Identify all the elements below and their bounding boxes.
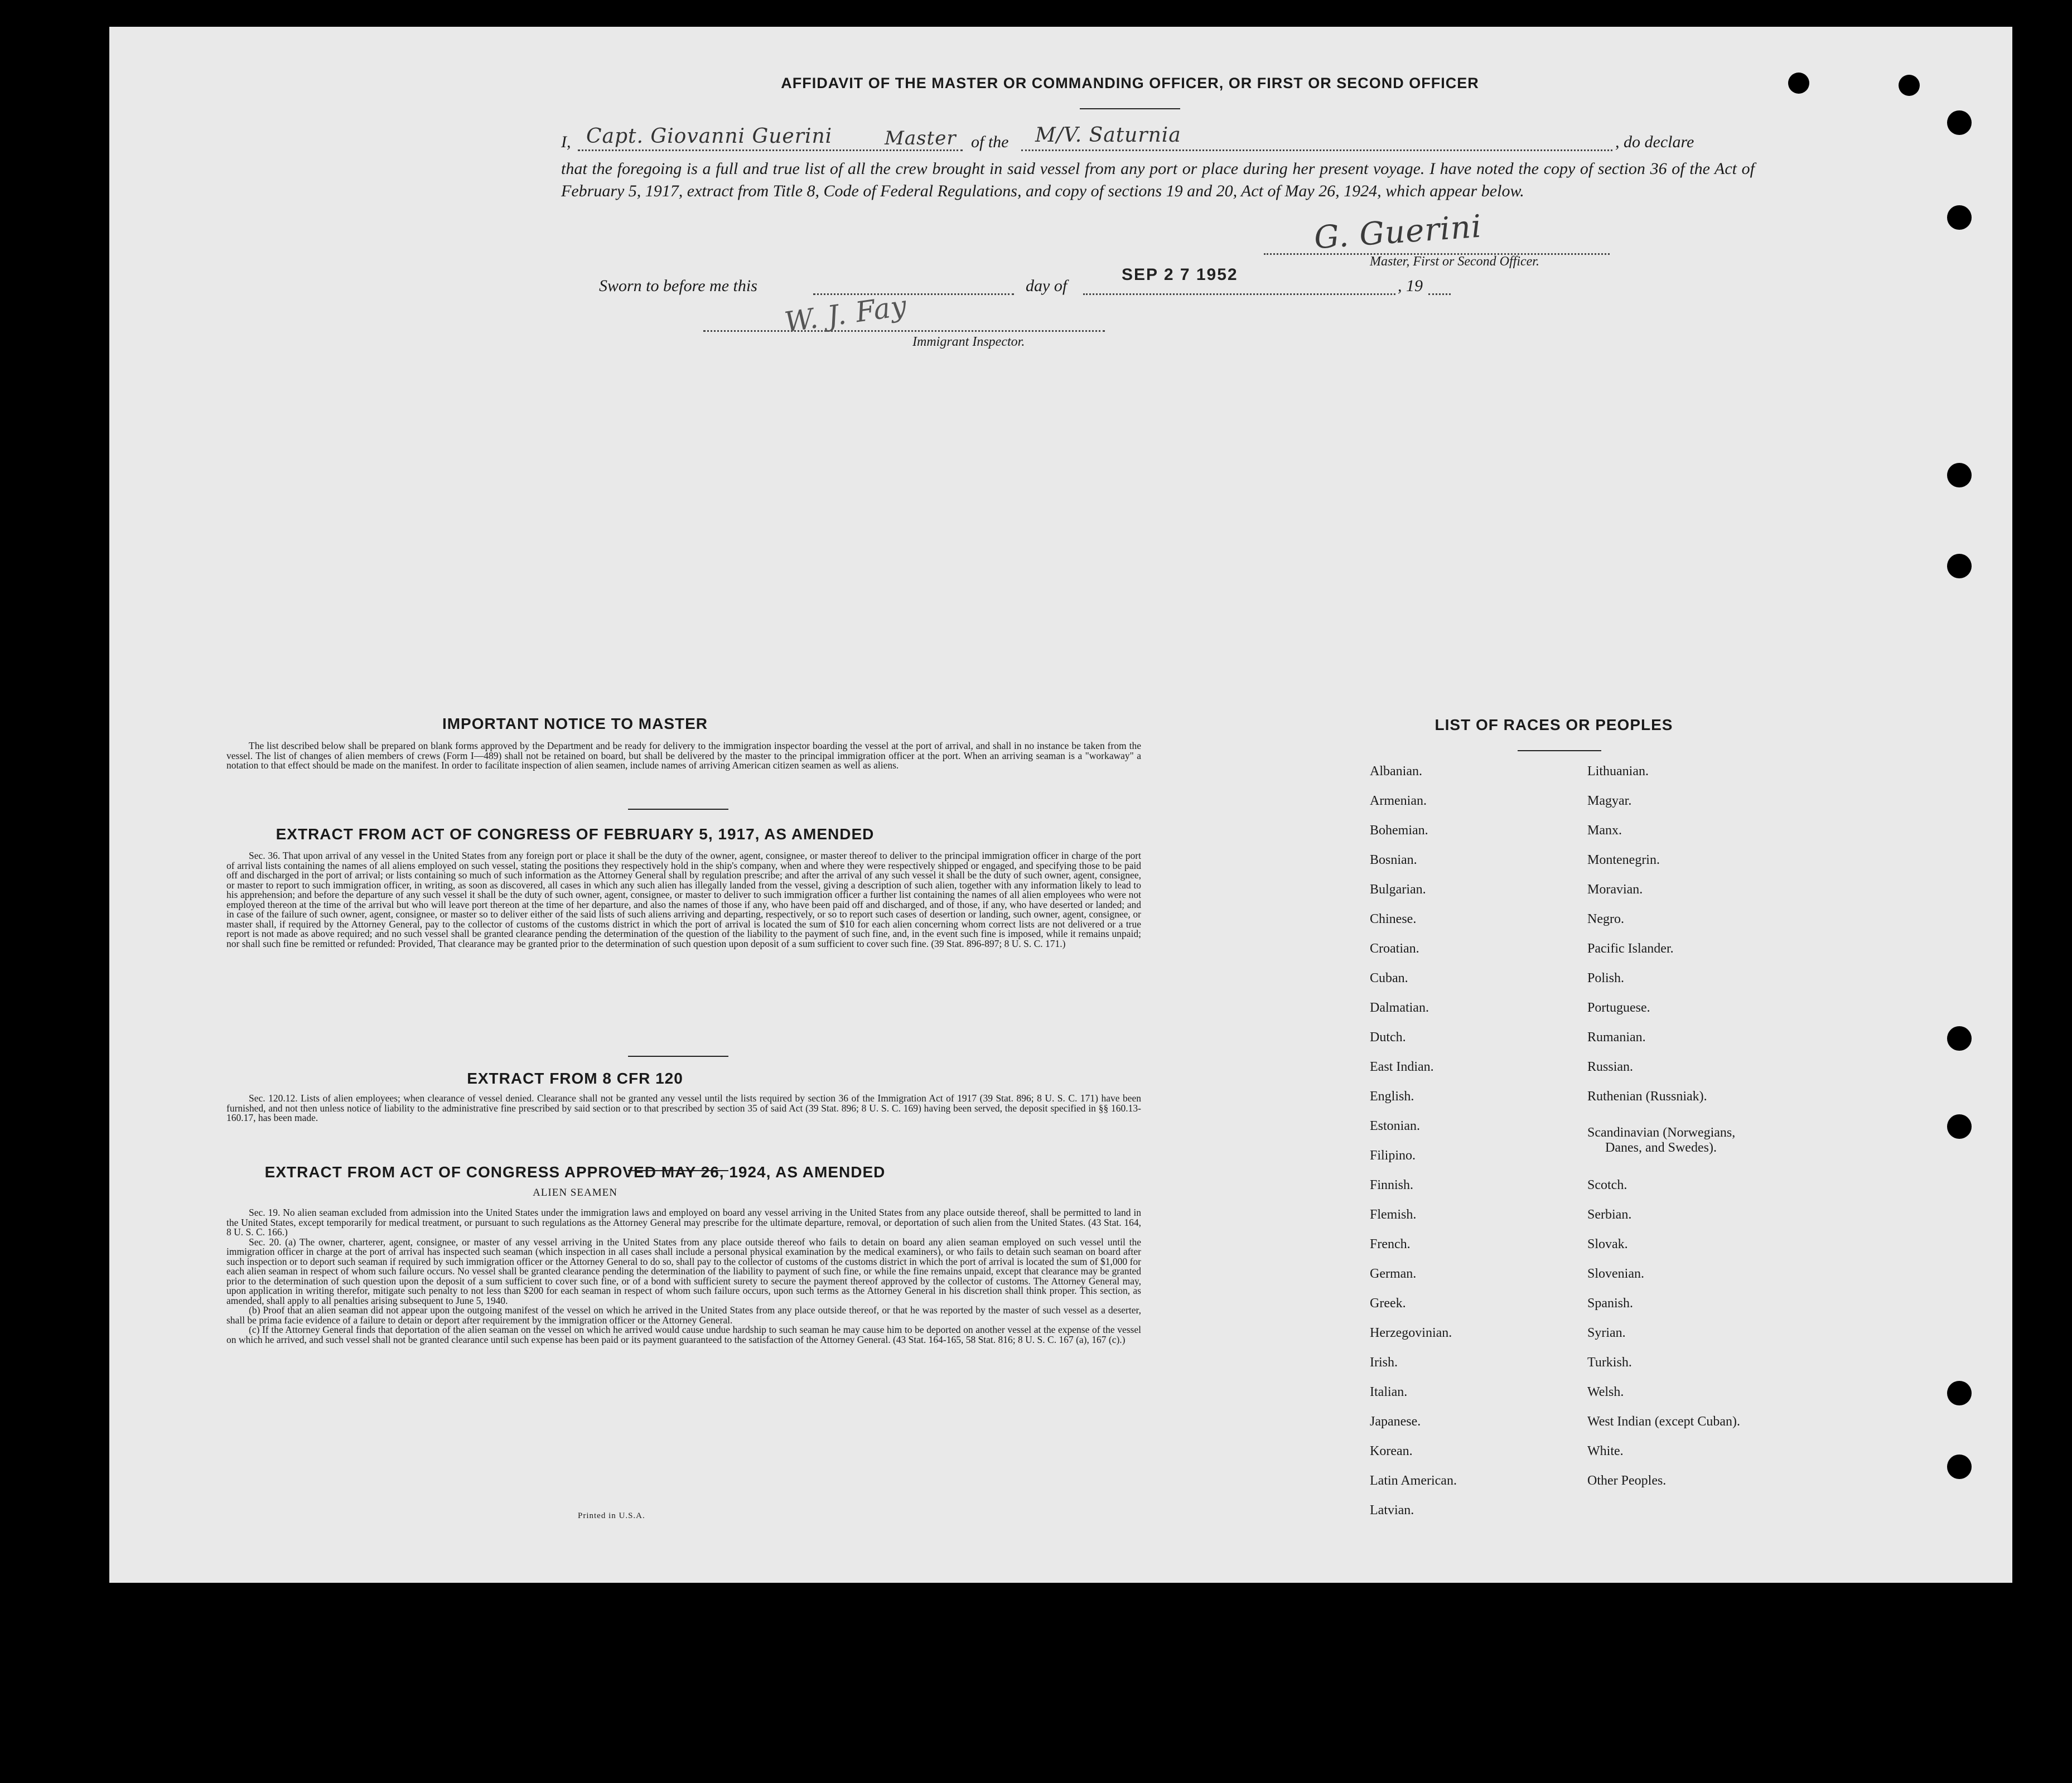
race-item: White.	[1587, 1444, 1624, 1458]
race-item: Spanish.	[1587, 1296, 1634, 1311]
printed-in-usa: Printed in U.S.A.	[578, 1511, 645, 1520]
date-stamp: SEP 2 7 1952	[1122, 265, 1238, 284]
of-the-label: of the	[971, 133, 1009, 151]
race-item: Danes, and Swedes).	[1605, 1141, 1717, 1155]
handwritten-name: Capt. Giovanni Guerini	[586, 125, 833, 148]
year-line	[1428, 293, 1451, 295]
race-item: Albanian.	[1370, 764, 1422, 779]
races-left-column	[1370, 764, 1571, 1545]
race-item: German.	[1370, 1267, 1417, 1281]
race-item: Bulgarian.	[1370, 882, 1426, 897]
master-signature: G. Guerini	[1313, 208, 1483, 257]
race-item: Welsh.	[1587, 1385, 1624, 1399]
race-item: Greek.	[1370, 1296, 1406, 1311]
sworn-label: Sworn to before me this	[599, 277, 757, 295]
race-item: Serbian.	[1587, 1207, 1632, 1222]
race-item: English.	[1370, 1089, 1414, 1104]
extract-1924-text	[226, 1208, 1141, 1345]
race-item: Negro.	[1587, 912, 1624, 926]
extract-1917-title: EXTRACT FROM ACT OF CONGRESS OF FEBRUARY 5, 1917, AS AMENDED	[276, 825, 875, 843]
race-item: Slovak.	[1587, 1237, 1628, 1252]
punch-hole	[1788, 73, 1809, 94]
affidavit-title: AFFIDAVIT OF THE MASTER OR COMMANDING OFFICER, OR FIRST OR SECOND OFFICER	[781, 75, 1479, 91]
race-item: Latvian.	[1370, 1503, 1414, 1518]
race-item: Armenian.	[1370, 794, 1427, 808]
race-item: West Indian (except Cuban).	[1587, 1414, 1740, 1429]
race-item: Dalmatian.	[1370, 1001, 1429, 1015]
race-item: French.	[1370, 1237, 1411, 1252]
race-item: Russian.	[1587, 1060, 1634, 1074]
race-item: Moravian.	[1587, 882, 1643, 897]
master-caption: Master, First or Second Officer.	[1370, 254, 1539, 269]
section-rule	[628, 1056, 728, 1057]
document-page	[109, 27, 2012, 1583]
section-120-12-paragraph: Sec. 120.12. Lists of alien employees; when clearance of vessel denied. Clearance shall not be granted any vessel until the lists required by section 36 of the Immigration Act of 1917 (39 Stat. 896; 8 U. S. C. 171) have been furnished, and not then unless notice of liability to the administrative fine prescribed by said section or to that prescribed by section 35 of said Act (39 Stat. 896; 8 U. S. C. 169) having been served, the deposit specified in §§ 160.13-160.17, has been made.	[226, 1093, 1141, 1123]
year-prefix: , 19	[1398, 277, 1423, 295]
vessel-line	[1021, 149, 1612, 151]
section-20a-paragraph: Sec. 20. (a) The owner, charterer, agent, consignee, or master of any vessel arriving in the United States from any place outside thereof who fails to detain on board any alien seaman employed on such vessel until the immigration officer in charge at the port of arrival has inspected such seaman (which inspection in all cases shall include a personal physical examination by the medical examiners), or who fails to detain such seaman on board after such inspection or to deport such seaman if required by such immigration officer or the Attorney General to do so, shall pay to the collector of customs of the customs district in which the port of arrival is located the sum of $1,000 for each alien seaman in respect of whom such failure occurs. No vessel shall be granted clearance pending the determination of the liability to payment of such fine, or while the fine remains unpaid, except that clearance may be granted prior to the determination of such question upon the deposit of a sum sufficient to cover such fine, or of a bond with sufficient surety to secure the payment thereof approved by the collector of customs. The Attorney General may, upon application in writing therefor, mitigate such penalty to not less than $200 for each seaman in respect of whom such failure occurs, upon such terms as the Attorney General in his discretion shall think proper. This section, as amended, shall apply to all penalties arising subsequent to June 5, 1940.	[226, 1236, 1141, 1306]
declaration-line	[561, 124, 1755, 156]
race-item: Scandinavian (Norwegians,	[1587, 1125, 1736, 1140]
race-item: Magyar.	[1587, 794, 1632, 808]
inspector-caption: Immigrant Inspector.	[912, 335, 1025, 349]
race-item: Syrian.	[1587, 1326, 1626, 1340]
race-item: Croatian.	[1370, 941, 1419, 956]
race-item: Japanese.	[1370, 1414, 1421, 1429]
i-label: I,	[561, 133, 571, 151]
race-item: Montenegrin.	[1587, 853, 1660, 867]
punch-hole	[1947, 463, 1972, 487]
race-item: Turkish.	[1587, 1355, 1632, 1370]
name-line	[578, 149, 963, 151]
race-item: Bosnian.	[1370, 853, 1417, 867]
handwritten-vessel: M/V. Saturnia	[1035, 124, 1181, 147]
punch-hole	[1899, 75, 1920, 96]
month-line	[1083, 293, 1395, 295]
race-item: Portuguese.	[1587, 1001, 1650, 1015]
punch-hole	[1947, 554, 1972, 578]
inspector-signature-line	[703, 330, 1105, 332]
race-item: Manx.	[1587, 823, 1622, 838]
section-rule	[628, 809, 728, 810]
races-title: LIST OF RACES OR PEOPLES	[1435, 716, 1673, 733]
race-item: Dutch.	[1370, 1030, 1406, 1045]
race-item: Irish.	[1370, 1355, 1398, 1370]
punch-hole	[1947, 1455, 1972, 1479]
race-item: Pacific Islander.	[1587, 941, 1674, 956]
race-item: Other Peoples.	[1587, 1473, 1667, 1488]
punch-hole	[1947, 1114, 1972, 1139]
section-20c-paragraph: (c) If the Attorney General finds that deportation of the alien seaman on the vessel on which he arrived would cause undue hardship to such seaman he may cause him to be deported on another vessel at the expense of the vessel on which he arrived, and such vessel shall not be granted clearance until such expense has been paid or its payment guaranteed to the satisfaction of the Attorney General. (43 Stat. 164-165, 58 Stat. 816; 8 U. S. C. 167 (a), 167 (c).)	[226, 1324, 1141, 1345]
extract-1924-title: EXTRACT FROM ACT OF CONGRESS APPROVED MAY 26, 1924, AS AMENDED	[264, 1163, 886, 1181]
inspector-signature: W. J. Fay	[783, 289, 909, 339]
punch-hole	[1947, 205, 1972, 230]
race-item: Rumanian.	[1587, 1030, 1646, 1045]
section-36-paragraph: Sec. 36. That upon arrival of any vessel in the United States from any foreign port or place it shall be the duty of the owner, agent, consignee, or master thereof to deliver to the principal immigration officer in charge of the port of arrival lists containing the names of all aliens employed on such vessel, stating the positions they respectively hold in the ship's company, when and where they were respectively shipped or engaged, and specifying those to be paid off and discharged in the port of arrival; or lists containing so much of such information as the Attorney General shall by regulation prescribe; and after the arrival of any such vessel it shall be the duty of such owner, agent, consignee, or master to report to such immigration officer, in writing, as soon as discovered, all cases in which any such alien has illegally landed from the vessel, giving a description of such alien, together with any information likely to lead to his apprehension; and before the departure of any such vessel it shall be the duty of such owner, agent, consignee, or master to deliver to such immigration officer a further list containing the names of all alien employees who were not employed thereon at the time of the arrival but who will leave port thereon at the time of her departure, and also the names of those if any, who have been paid off and discharged, and of those, if any, who have deserted or landed; and in case of the failure of such owner, agent, consignee, or master so to deliver either of the said lists of such aliens arriving and departing, respectively, or so to report such cases of desertion or landing, such owner, agent, consignee, or master shall, if required by the Attorney General, pay to the collector of customs of the customs district in which the port of arrival is located the sum of $10 for each alien concerning whom correct lists are not delivered or a true report is not made as above required; and no such vessel shall be granted clearance pending the determination of the question of the liability to the payment of such fine, and, in the event such fine is imposed, while it remains unpaid; nor shall such fine be remitted or refunded: Provided, That clearance may be granted prior to the determination of such question upon deposit of a sum sufficient to cover such fine. (39 Stat. 896-897; 8 U. S. C. 171.)	[226, 850, 1141, 949]
title-rule	[1080, 108, 1180, 109]
race-item: Italian.	[1370, 1385, 1408, 1399]
day-line	[813, 293, 1014, 295]
race-item: Polish.	[1587, 971, 1625, 985]
do-declare-label: , do declare	[1615, 133, 1694, 151]
race-item: Lithuanian.	[1587, 764, 1649, 779]
handwritten-title: Master	[885, 127, 957, 149]
race-item: Scotch.	[1587, 1178, 1627, 1192]
race-item: Chinese.	[1370, 912, 1417, 926]
races-rule	[1518, 750, 1601, 751]
section-20b-paragraph: (b) Proof that an alien seaman did not appear upon the outgoing manifest of the vessel on which he arrived in the United States from any place outside thereof, or that he was reported by the master of such vessel as a deserter, shall be prima facie evidence of a failure to detain or deport after requirement by the immigration officer or the Attorney General.	[226, 1304, 1141, 1326]
punch-hole	[1947, 110, 1972, 135]
extract-cfr-title: EXTRACT FROM 8 CFR 120	[467, 1070, 683, 1087]
punch-hole	[1947, 1026, 1972, 1051]
section-19-paragraph: Sec. 19. No alien seaman excluded from admission into the United States under the immigration laws and employed on board any vessel arriving in the United States from any place outside thereof, shall be permitted to land in the United States, except temporarily for medical treatment, or pursuant to such regulations as the Attorney General may prescribe for the ultimate departure, removal, or deportation of such alien from the United States. (43 Stat. 164, 8 U. S. C. 166.)	[226, 1207, 1141, 1238]
punch-hole	[1947, 1381, 1972, 1405]
races-right-column	[1587, 764, 1844, 1545]
race-item: Estonian.	[1370, 1119, 1420, 1133]
race-item: Herzegovinian.	[1370, 1326, 1452, 1340]
alien-seamen-subtitle: ALIEN SEAMEN	[533, 1187, 617, 1199]
notice-title: IMPORTANT NOTICE TO MASTER	[442, 715, 708, 732]
race-item: Latin American.	[1370, 1473, 1457, 1488]
notice-text	[226, 741, 1141, 771]
race-item: Cuban.	[1370, 971, 1408, 985]
extract-1917-text	[226, 851, 1141, 949]
race-item: Finnish.	[1370, 1178, 1414, 1192]
race-item: Slovenian.	[1587, 1267, 1644, 1281]
race-item: Bohemian.	[1370, 823, 1428, 838]
race-item: Korean.	[1370, 1444, 1413, 1458]
notice-paragraph: The list described below shall be prepared on blank forms approved by the Department and be ready for delivery to the immigration inspector boarding the vessel at the port of arrival, and shall in no instance be taken from the vessel. The list of changes of alien members of crews (Form I—489) shall not be retained on board, but shall be delivered by the master to the principal immigration officer at the port. When an arriving seaman is a "workaway" a notation to that effect should be made on the manifest. In order to facilitate inspection of alien seamen, include names of arriving American citizen seamen as well as aliens.	[226, 740, 1141, 771]
race-item: Flemish.	[1370, 1207, 1417, 1222]
race-item: Ruthenian (Russniak).	[1587, 1089, 1707, 1104]
extract-cfr-text	[226, 1094, 1141, 1123]
race-item: East Indian.	[1370, 1060, 1434, 1074]
affidavit-body: that the foregoing is a full and true list of all the crew brought in said vessel from any port or place during her present voyage. I have noted the copy of section 36 of the Act of February 5, 1917, extract from Title 8, Code of Federal Regulations, and copy of sections 19 and 20, Act of May 26, 1924, which appear below.	[561, 160, 1755, 200]
race-item: Filipino.	[1370, 1148, 1416, 1163]
day-of-label: day of	[1026, 277, 1068, 295]
